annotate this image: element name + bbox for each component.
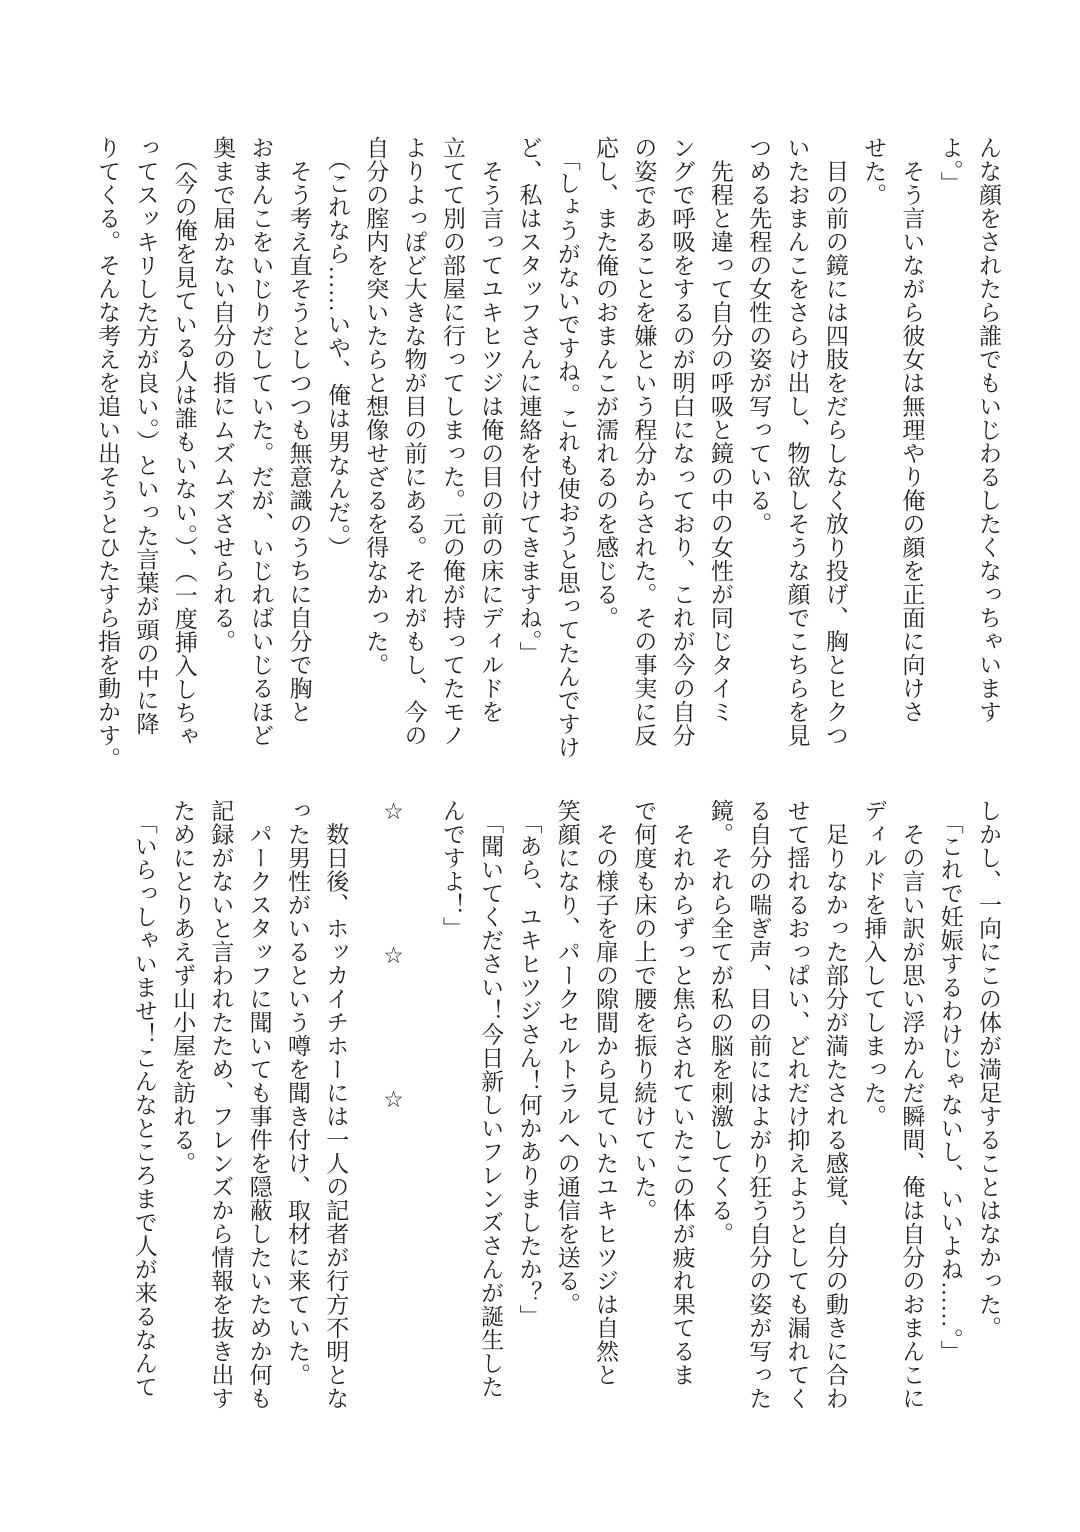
text-line: 「聞いてください！今日新しいフレンズさんが誕生した: [478, 799, 504, 1399]
text-line: で何度も床の上で腰を振り続けていた。: [631, 799, 657, 1222]
text-line: ためにとりあえず山小屋を訪れる。: [170, 799, 196, 1175]
text-line: それからずっと焦らされていたこの体が疲れ果てるま: [669, 799, 695, 1387]
text-line: 笑顔になり、パークセルトラルへの通信を送る。: [554, 799, 580, 1316]
text-line: しかし、一向にこの体が満足することはなかった。: [976, 799, 1001, 1340]
text-line: その言い訳が思い浮かんだ瞬間、俺は自分のおまんこに: [899, 799, 925, 1410]
text-line: ってスッキリした方が良い。）といった言葉が頭の中に降: [133, 136, 159, 736]
text-line: 「いらっしゃいませ！こんなところまで人が来るなんて: [131, 799, 157, 1399]
text-line: 「しょうがないですね。これも使おうと思ってたんですけ: [554, 136, 580, 759]
text-line: せて揺れるおっぱい、どれだけ抑えようとしても漏れてく: [784, 799, 810, 1410]
text-line: りてくる。そんな考えを追い出そうとひたすら指を動かす。: [95, 136, 121, 771]
text-line: る自分の喘ぎ声、目の前にはよがり狂う自分の姿が写った: [746, 799, 772, 1410]
text-line: 数日後、ホッカイチホーには一人の記者が行方不明とな: [323, 799, 349, 1410]
text-line: 応し、また俺のおまんこが濡れるのを感じる。: [593, 136, 619, 630]
text-line: ングで呼吸をするのが明白になっており、これが今の自分: [669, 136, 695, 747]
text-line: の姿であることを嫌という程分からされた。その事実に反: [631, 136, 657, 747]
text-line: そう言ってユキヒツジは俺の目の前の床にディルドを: [478, 136, 504, 724]
text-line: よりよっぽど大きな物が目の前にある。それがもし、今の: [401, 136, 427, 747]
text-line: 鏡。それら全てが私の脳を刺激してくる。: [707, 799, 733, 1246]
text-line: 奥まで届かない自分の指にムズムズさせられる。: [210, 136, 236, 653]
text-line: せた。: [861, 136, 887, 207]
text-line: そう考え直そうとしつつも無意識のうちに自分で胸と: [286, 136, 312, 724]
text-line: （これなら……いや、俺は男なんだ。）: [324, 136, 350, 560]
text-line: よ。」: [937, 136, 963, 195]
story-text-block-lower: [124, 799, 1007, 1441]
text-line: 立てて別の部屋に行ってしまった。元の俺が持ってたモノ: [439, 136, 465, 747]
text-line: パークスタッフに聞いても事件を隠蔽したいためか何も: [246, 799, 272, 1410]
text-line: ディルドを挿入してしまった。: [861, 799, 887, 1128]
story-text-block-upper: [88, 136, 1007, 778]
text-line: ど、私はスタッフさんに連絡を付けてきますね。」: [516, 136, 542, 665]
text-line: 記録がないと言われたため、フレンズから情報を抜き出す: [208, 799, 234, 1410]
text-line: 先程と違って自分の呼吸と鏡の中の女性が同じタイミ: [707, 136, 733, 724]
text-line: つめる先程の女性の姿が写っている。: [746, 136, 772, 536]
text-line: いたおまんこをさらけ出し、物欲しそうな顔でこちらを見: [784, 136, 810, 747]
text-line: その様子を扉の隙間から見ていたユキヒツジは自然と: [593, 799, 619, 1387]
star-separator: ☆ ☆ ☆: [381, 799, 407, 1114]
text-line: んな顔をされたら誰でもいじわるしたくなっちゃいます: [976, 136, 1001, 724]
text-line: 足りなかった部分が満たされる感覚、自分の動きに合わ: [822, 799, 848, 1410]
text-line: んですよ！」: [439, 799, 465, 940]
text-line: 「これで妊娠するわけじゃないし、いいよね……。」: [937, 799, 963, 1364]
text-line: 目の前の鏡には四肢をだらしなく放り投げ、胸とヒクつ: [822, 136, 848, 747]
text-line: おまんこをいじりだしていた。だが、いじればいじるほど: [248, 136, 274, 747]
text-line: った男性がいるという噂を聞き付け、取材に来ていた。: [284, 799, 310, 1387]
text-line: そう言いながら彼女は無理やり俺の顔を正面に向けさ: [899, 136, 925, 724]
text-line: （今の俺を見ている人は誰もいない。）、（一度挿入しちゃ: [171, 136, 197, 748]
text-line: 「あら、ユキヒツジさん！何かありましたか？」: [516, 799, 542, 1328]
text-line: 自分の腟内を突いたらと想像せざるを得なかった。: [363, 136, 389, 677]
